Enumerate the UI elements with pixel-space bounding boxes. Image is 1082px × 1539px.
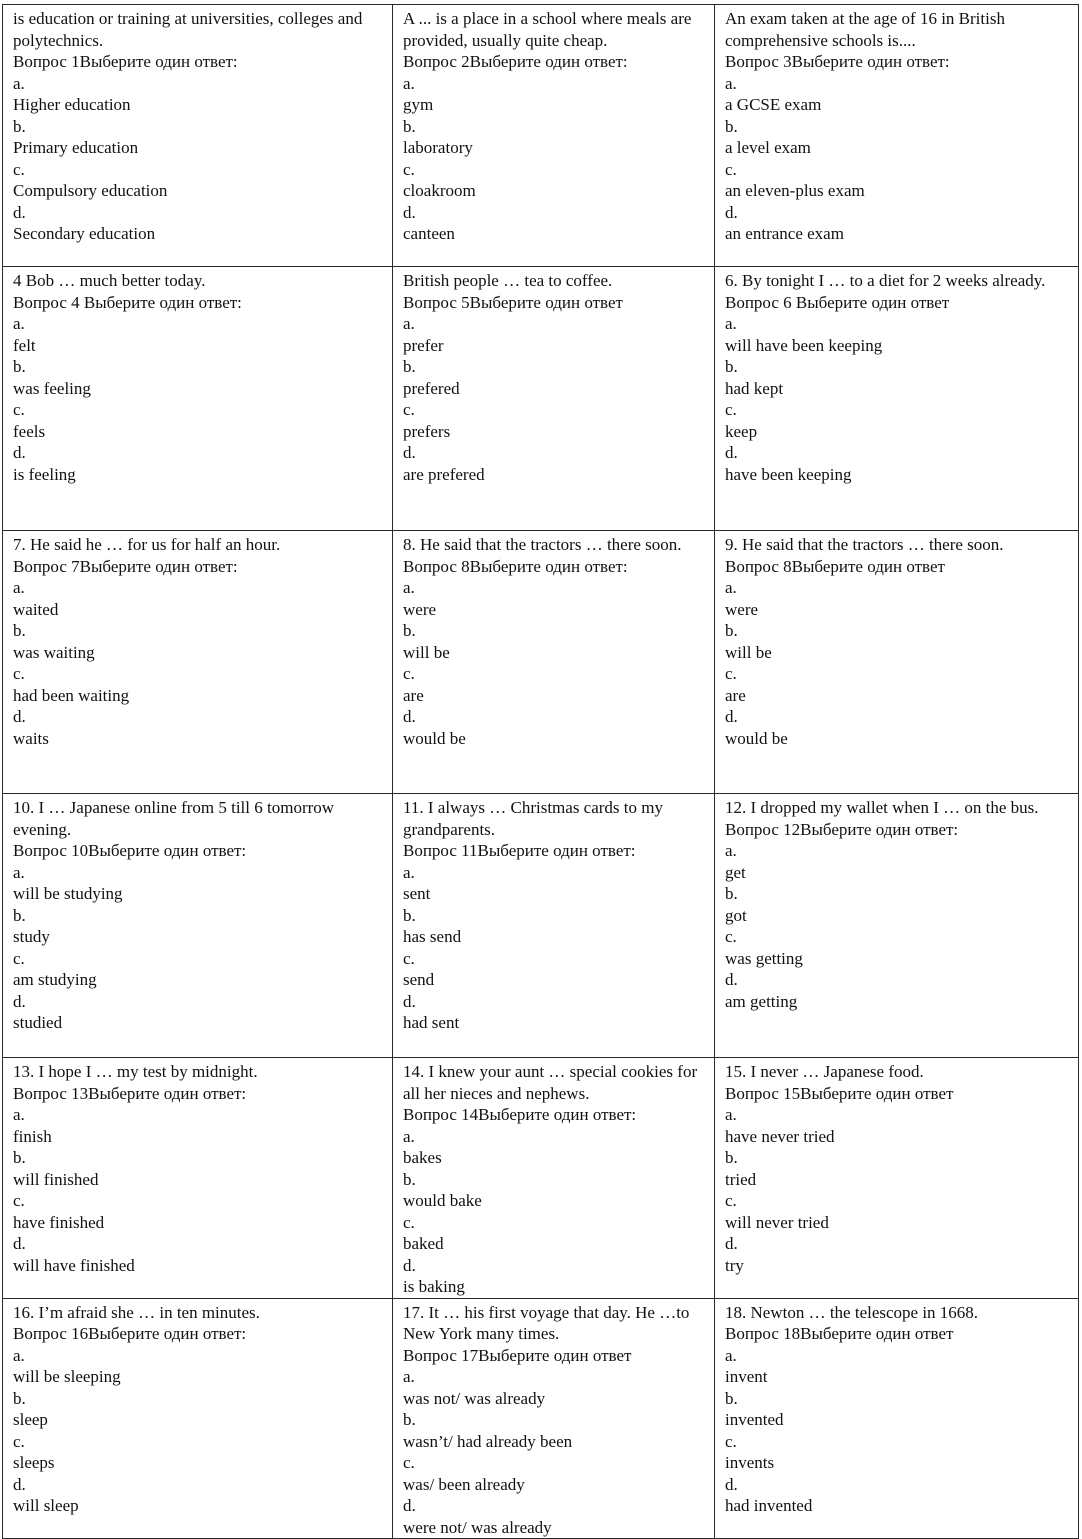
answer-options — [725, 840, 1072, 1012]
question-cell-7 — [3, 531, 393, 794]
option-letter[interactable]: c. — [725, 927, 737, 946]
option-text[interactable]: am getting — [725, 991, 798, 1011]
question-text: 13. I hope I … my test by midnight. — [13, 1062, 258, 1081]
question-cell-8 — [393, 531, 715, 794]
answer-options — [403, 73, 708, 245]
question-text: 16. I’m afraid she … in ten minutes. — [13, 1302, 260, 1322]
option-letter[interactable]: a. — [725, 1105, 737, 1124]
option-text[interactable]: send — [403, 970, 435, 989]
option-letter[interactable]: c. — [13, 400, 25, 419]
question-text: 18. Newton … the telescope in 1668. — [725, 1302, 979, 1322]
answer-prompt: Вопрос 6 Выберите один ответ — [725, 292, 950, 312]
question-text: 11. I always … Christmas cards to my grandparents. — [403, 798, 663, 839]
option-letter[interactable]: b. — [13, 1388, 26, 1408]
option-text[interactable]: prefers — [403, 421, 451, 441]
question-text: An exam taken at the age of 16 in British comprehensive schools is.... — [725, 9, 1005, 50]
answer-options — [13, 1345, 386, 1517]
option-letter[interactable]: a. — [403, 1367, 415, 1386]
option-text[interactable]: got — [725, 905, 747, 925]
question-text: 6. By tonight I … to a diet for 2 weeks already. — [725, 271, 1046, 290]
option-text[interactable]: has send — [403, 927, 462, 946]
question-cell-15 — [715, 1058, 1079, 1299]
question-cell-3 — [715, 5, 1079, 267]
option-letter[interactable]: d. — [725, 202, 738, 222]
answer-options — [725, 73, 1072, 245]
option-text[interactable]: prefer — [403, 335, 444, 355]
option-letter[interactable]: c. — [13, 948, 25, 968]
answer-prompt: Вопрос 15Выберите один ответ — [725, 1083, 954, 1103]
option-letter[interactable]: c. — [725, 1191, 737, 1210]
option-text[interactable]: a GCSE exam — [725, 95, 822, 114]
option-letter[interactable]: c. — [403, 664, 415, 683]
question-text: 9. He said that the tractors … there soon. — [725, 535, 1004, 554]
option-text[interactable]: Primary education — [13, 138, 139, 157]
answer-prompt: Вопрос 16Выберите один ответ: — [13, 1324, 247, 1343]
answer-prompt: Вопрос 2Выберите один ответ: — [403, 52, 628, 71]
option-text[interactable]: had sent — [403, 1013, 460, 1032]
option-letter[interactable]: a. — [403, 578, 415, 597]
option-text[interactable]: finish — [13, 1126, 52, 1146]
option-letter[interactable]: b. — [725, 884, 738, 903]
option-text[interactable]: would bake — [403, 1191, 482, 1210]
option-text[interactable]: bakes — [403, 1148, 442, 1167]
answer-options — [403, 313, 708, 485]
question-row — [3, 1058, 1079, 1299]
option-text[interactable]: was not/ was already — [403, 1388, 546, 1408]
question-text: is education or training at universities, colleges and polytechnics. — [13, 9, 363, 50]
answer-options — [403, 862, 708, 1034]
option-letter[interactable]: a. — [13, 1105, 25, 1124]
option-text[interactable]: had kept — [725, 378, 784, 398]
question-text: 14. I knew your aunt … special cookies for all her nieces and nephews. — [403, 1062, 698, 1103]
option-text[interactable]: would be — [403, 728, 466, 748]
option-text[interactable]: laboratory — [403, 138, 473, 157]
question-row — [3, 5, 1079, 267]
option-letter[interactable]: d. — [13, 202, 26, 222]
question-cell-2 — [393, 5, 715, 267]
option-text[interactable]: waited — [13, 599, 59, 619]
question-cell-4 — [3, 267, 393, 531]
option-text[interactable]: prefered — [403, 378, 460, 398]
option-text[interactable]: will be sleeping — [13, 1367, 121, 1386]
question-text: 8. He said that the tractors … there soon. — [403, 535, 682, 554]
option-letter[interactable]: b. — [725, 1148, 738, 1167]
option-text[interactable]: waits — [13, 728, 49, 748]
option-text[interactable]: have finished — [13, 1212, 105, 1232]
option-letter[interactable]: a. — [725, 73, 737, 93]
option-text[interactable]: canteen — [403, 224, 455, 243]
answer-prompt: Вопрос 7Выберите один ответ: — [13, 556, 238, 576]
answer-options — [13, 577, 386, 749]
option-text[interactable]: are prefered — [403, 464, 485, 484]
option-text[interactable]: is feeling — [13, 464, 76, 484]
option-text[interactable]: will never tried — [725, 1212, 829, 1232]
question-text: 12. I dropped my wallet when I … on the bus. — [725, 798, 1039, 817]
option-text[interactable]: an eleven-plus exam — [725, 181, 865, 200]
option-text[interactable]: would be — [725, 728, 788, 748]
answer-prompt: Вопрос 11Выберите один ответ: — [403, 841, 636, 860]
answer-options — [725, 313, 1072, 485]
option-text[interactable]: was getting — [725, 948, 803, 968]
question-row — [3, 267, 1079, 531]
answer-prompt: Вопрос 10Выберите один ответ: — [13, 841, 247, 860]
option-letter[interactable]: b. — [403, 905, 416, 925]
question-row — [3, 531, 1079, 794]
option-letter[interactable]: b. — [403, 1410, 416, 1429]
option-text[interactable]: invents — [725, 1453, 775, 1472]
option-letter[interactable]: a. — [725, 841, 737, 860]
option-letter[interactable]: d. — [725, 1474, 738, 1494]
option-text[interactable]: are — [725, 685, 746, 705]
answer-prompt: Вопрос 1Выберите один ответ: — [13, 52, 238, 71]
answer-prompt: Вопрос 17Выберите один ответ — [403, 1345, 632, 1365]
option-text[interactable]: felt — [13, 335, 36, 355]
question-cell-18 — [715, 1298, 1079, 1539]
option-text[interactable]: get — [725, 862, 746, 882]
option-letter[interactable]: c. — [725, 400, 737, 419]
option-letter[interactable]: c. — [13, 664, 25, 683]
option-letter[interactable]: a. — [403, 314, 415, 333]
option-text[interactable]: were — [403, 599, 437, 619]
option-letter[interactable]: d. — [13, 1474, 26, 1494]
option-letter[interactable]: c. — [725, 159, 737, 179]
option-text[interactable]: will be studying — [13, 884, 123, 903]
answer-prompt: Вопрос 12Выберите один ответ: — [725, 819, 959, 839]
option-letter[interactable]: b. — [403, 1169, 416, 1189]
option-text[interactable]: will be — [725, 642, 772, 662]
option-text[interactable]: were — [725, 599, 759, 619]
answer-options — [13, 862, 386, 1034]
option-letter[interactable]: a. — [403, 73, 415, 93]
question-text: 15. I never … Japanese food. — [725, 1062, 924, 1081]
option-letter[interactable]: b. — [725, 357, 738, 376]
option-letter[interactable]: c. — [13, 1431, 25, 1451]
option-text[interactable]: will be — [403, 642, 450, 662]
option-text[interactable]: wasn’t/ had already been — [403, 1431, 573, 1451]
option-text[interactable]: will finished — [13, 1169, 99, 1189]
option-text[interactable]: had been waiting — [13, 685, 130, 705]
option-letter[interactable]: a. — [403, 1126, 415, 1146]
question-cell-13 — [3, 1058, 393, 1299]
question-text: 17. It … his first voyage that day. He …to New York many times. — [403, 1302, 690, 1343]
option-text[interactable]: sleeps — [13, 1453, 55, 1472]
question-cell-16 — [3, 1298, 393, 1539]
option-letter[interactable]: c. — [403, 1212, 415, 1232]
option-letter[interactable]: a. — [13, 862, 25, 882]
option-letter[interactable]: d. — [403, 991, 416, 1011]
option-letter[interactable]: d. — [403, 443, 416, 462]
option-text[interactable]: is baking — [403, 1277, 465, 1296]
answer-prompt: Вопрос 5Выберите один ответ — [403, 292, 623, 312]
answer-options — [403, 577, 708, 749]
option-letter[interactable]: d. — [13, 707, 26, 726]
answer-options — [13, 313, 386, 485]
option-letter[interactable]: a. — [725, 578, 737, 597]
option-letter[interactable]: b. — [725, 116, 738, 136]
option-letter[interactable]: a. — [725, 314, 737, 333]
option-letter[interactable]: d. — [725, 443, 738, 462]
option-letter[interactable]: c. — [403, 400, 415, 419]
answer-prompt: Вопрос 13Выберите один ответ: — [13, 1083, 247, 1103]
option-text[interactable]: keep — [725, 421, 758, 441]
question-row — [3, 794, 1079, 1058]
option-text[interactable]: sent — [403, 884, 431, 903]
quiz-table — [2, 4, 1079, 1539]
option-letter[interactable]: d. — [725, 970, 738, 989]
option-text[interactable]: will sleep — [13, 1496, 79, 1515]
option-letter[interactable]: c. — [725, 1431, 737, 1451]
option-letter[interactable]: b. — [725, 621, 738, 640]
question-cell-1 — [3, 5, 393, 267]
option-letter[interactable]: b. — [13, 1148, 26, 1167]
option-letter[interactable]: c. — [403, 159, 415, 179]
option-text[interactable]: try — [725, 1255, 744, 1275]
option-text[interactable]: was waiting — [13, 642, 95, 662]
option-letter[interactable]: b. — [403, 116, 416, 136]
option-letter[interactable]: d. — [725, 1234, 738, 1253]
option-letter[interactable]: a. — [403, 862, 415, 882]
option-letter[interactable]: c. — [13, 1191, 25, 1210]
option-text[interactable]: Compulsory education — [13, 181, 168, 200]
option-letter[interactable]: b. — [725, 1388, 738, 1408]
option-text[interactable]: will have been keeping — [725, 335, 883, 355]
option-text[interactable]: am studying — [13, 970, 97, 989]
option-text[interactable]: have been keeping — [725, 464, 852, 484]
question-cell-17 — [393, 1298, 715, 1539]
answer-options — [13, 73, 386, 245]
option-letter[interactable]: d. — [403, 1496, 416, 1515]
option-letter[interactable]: a. — [13, 314, 25, 333]
question-row — [3, 1298, 1079, 1539]
option-letter[interactable]: d. — [403, 707, 416, 726]
option-text[interactable]: had invented — [725, 1496, 813, 1515]
option-text[interactable]: was/ been already — [403, 1474, 525, 1494]
answer-options — [403, 1366, 708, 1538]
option-text[interactable]: cloakroom — [403, 181, 476, 200]
option-text[interactable]: have never tried — [725, 1126, 835, 1146]
option-text[interactable]: Higher education — [13, 95, 131, 114]
option-letter[interactable]: a. — [13, 578, 25, 597]
answer-prompt: Вопрос 14Выберите один ответ: — [403, 1105, 637, 1124]
option-text[interactable]: an entrance exam — [725, 224, 844, 243]
option-text[interactable]: studied — [13, 1013, 63, 1032]
option-letter[interactable]: d. — [725, 707, 738, 726]
option-letter[interactable]: d. — [13, 443, 26, 462]
option-letter[interactable]: b. — [13, 621, 26, 640]
answer-prompt: Вопрос 8Выберите один ответ — [725, 556, 945, 576]
option-letter[interactable]: b. — [13, 905, 26, 925]
answer-options — [403, 1126, 708, 1298]
option-text[interactable]: study — [13, 927, 50, 946]
question-cell-12 — [715, 794, 1079, 1058]
answer-prompt: Вопрос 18Выберите один ответ — [725, 1324, 954, 1343]
question-cell-10 — [3, 794, 393, 1058]
question-cell-14 — [393, 1058, 715, 1299]
option-letter[interactable]: a. — [13, 1345, 25, 1365]
option-text[interactable]: invent — [725, 1367, 768, 1386]
option-letter[interactable]: c. — [403, 948, 415, 968]
question-cell-9 — [715, 531, 1079, 794]
option-letter[interactable]: c. — [725, 664, 737, 683]
option-letter[interactable]: c. — [403, 1453, 415, 1472]
option-text[interactable]: was feeling — [13, 378, 91, 398]
option-text[interactable]: a level exam — [725, 138, 811, 157]
option-letter[interactable]: a. — [725, 1345, 737, 1365]
question-cell-6 — [715, 267, 1079, 531]
answer-options — [725, 1345, 1072, 1517]
question-text: 10. I … Japanese online from 5 till 6 tomorrow evening. — [13, 798, 335, 839]
option-text[interactable]: are — [403, 685, 424, 705]
option-letter[interactable]: d. — [13, 1234, 26, 1253]
option-letter[interactable]: d. — [403, 1255, 416, 1275]
option-text[interactable]: sleep — [13, 1410, 48, 1429]
option-letter[interactable]: c. — [13, 159, 25, 179]
option-letter[interactable]: b. — [403, 621, 416, 640]
answer-options — [725, 577, 1072, 749]
option-letter[interactable]: b. — [13, 357, 26, 376]
question-cell-5 — [393, 267, 715, 531]
option-text[interactable]: tried — [725, 1169, 757, 1189]
question-text: 4 Bob … much better today. — [13, 271, 206, 290]
option-letter[interactable]: d. — [403, 202, 416, 222]
option-text[interactable]: gym — [403, 95, 434, 114]
question-cell-11 — [393, 794, 715, 1058]
option-text[interactable]: baked — [403, 1234, 444, 1253]
answer-prompt: Вопрос 3Выберите один ответ: — [725, 52, 950, 71]
option-text[interactable]: Secondary education — [13, 224, 156, 243]
answer-prompt: Вопрос 4 Выберите один ответ: — [13, 292, 242, 312]
option-letter[interactable]: b. — [13, 116, 26, 136]
answer-options — [13, 1104, 386, 1276]
option-text[interactable]: feels — [13, 421, 46, 441]
option-letter[interactable]: d. — [13, 991, 26, 1011]
option-letter[interactable]: a. — [13, 73, 25, 93]
question-text: British people … tea to coffee. — [403, 271, 613, 290]
question-text: 7. He said he … for us for half an hour. — [13, 535, 281, 554]
question-text: A ... is a place in a school where meals are provided, usually quite cheap. — [403, 9, 692, 50]
answer-prompt: Вопрос 8Выберите один ответ: — [403, 556, 628, 576]
option-text[interactable]: were not/ was already — [403, 1517, 552, 1537]
option-text[interactable]: will have finished — [13, 1255, 135, 1275]
option-letter[interactable]: b. — [403, 357, 416, 376]
answer-options — [725, 1104, 1072, 1276]
option-text[interactable]: invented — [725, 1410, 784, 1429]
